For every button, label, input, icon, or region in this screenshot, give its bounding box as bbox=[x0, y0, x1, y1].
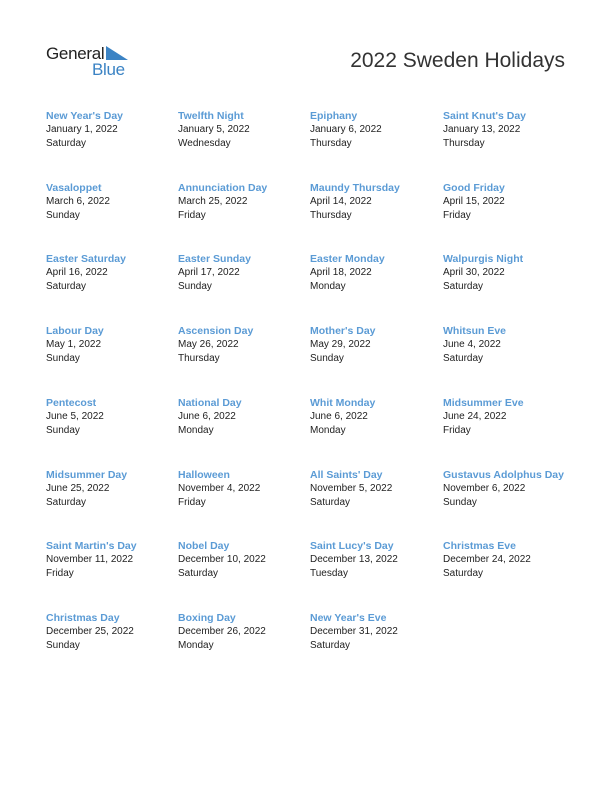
holiday-name: Vasaloppet bbox=[46, 182, 102, 194]
holiday-item bbox=[46, 539, 176, 581]
logo-blue-text: Blue bbox=[92, 60, 125, 79]
holiday-item bbox=[443, 468, 573, 510]
holiday-name: Mother's Day bbox=[310, 325, 376, 337]
holiday-weekday: Friday bbox=[443, 210, 471, 221]
holiday-date: April 17, 2022 bbox=[178, 267, 240, 278]
holiday-date: December 10, 2022 bbox=[178, 554, 266, 565]
logo bbox=[46, 44, 136, 80]
holiday-name: Walpurgis Night bbox=[443, 253, 524, 265]
holiday-weekday: Monday bbox=[178, 640, 214, 651]
holiday-date: May 26, 2022 bbox=[178, 339, 239, 350]
holiday-name: Good Friday bbox=[443, 182, 505, 194]
holiday-name: Saint Martin's Day bbox=[46, 540, 137, 552]
holiday-item bbox=[46, 324, 176, 366]
holiday-date: December 24, 2022 bbox=[443, 554, 531, 565]
holiday-name: Midsummer Day bbox=[46, 469, 128, 481]
holiday-name: Labour Day bbox=[46, 325, 104, 337]
holiday-name: Halloween bbox=[178, 469, 230, 481]
holiday-item bbox=[178, 611, 308, 653]
holiday-date: January 1, 2022 bbox=[46, 124, 118, 135]
holiday-date: November 6, 2022 bbox=[443, 483, 526, 494]
holiday-date: May 1, 2022 bbox=[46, 339, 102, 350]
holiday-item bbox=[443, 539, 573, 581]
holiday-name: Ascension Day bbox=[178, 325, 254, 337]
holiday-name: Maundy Thursday bbox=[310, 182, 400, 194]
holiday-name: Nobel Day bbox=[178, 540, 230, 552]
holiday-weekday: Saturday bbox=[178, 568, 219, 579]
holiday-weekday: Friday bbox=[178, 497, 206, 508]
holiday-weekday: Sunday bbox=[310, 353, 344, 364]
holiday-date: March 25, 2022 bbox=[178, 196, 248, 207]
holiday-date: June 6, 2022 bbox=[178, 411, 236, 422]
holiday-weekday: Monday bbox=[310, 281, 346, 292]
holiday-name: Easter Monday bbox=[310, 253, 385, 265]
holiday-name: Epiphany bbox=[310, 110, 358, 122]
holiday-date: June 6, 2022 bbox=[310, 411, 368, 422]
holiday-item bbox=[178, 181, 308, 223]
holiday-date: March 6, 2022 bbox=[46, 196, 110, 207]
holiday-item bbox=[310, 109, 440, 151]
holiday-date: December 13, 2022 bbox=[310, 554, 398, 565]
holiday-weekday: Saturday bbox=[46, 497, 87, 508]
holiday-name: All Saints' Day bbox=[310, 469, 383, 481]
holiday-weekday: Saturday bbox=[46, 281, 87, 292]
holiday-weekday: Saturday bbox=[443, 353, 484, 364]
holiday-item bbox=[310, 539, 440, 581]
holiday-name: Gustavus Adolphus Day bbox=[443, 469, 564, 481]
holiday-weekday: Sunday bbox=[178, 281, 212, 292]
holiday-date: December 31, 2022 bbox=[310, 626, 398, 637]
holiday-weekday: Saturday bbox=[46, 138, 87, 149]
holiday-name: National Day bbox=[178, 397, 242, 409]
holiday-item bbox=[46, 252, 176, 294]
holiday-date: May 29, 2022 bbox=[310, 339, 371, 350]
holiday-item bbox=[310, 181, 440, 223]
holiday-weekday: Sunday bbox=[46, 640, 80, 651]
holiday-name: Whit Monday bbox=[310, 397, 376, 409]
holiday-weekday: Saturday bbox=[310, 640, 351, 651]
holiday-item bbox=[46, 181, 176, 223]
holiday-weekday: Saturday bbox=[443, 568, 484, 579]
holiday-weekday: Monday bbox=[310, 425, 346, 436]
holiday-weekday: Thursday bbox=[310, 138, 352, 149]
holiday-item bbox=[178, 252, 308, 294]
holiday-item bbox=[443, 252, 573, 294]
holiday-name: Pentecost bbox=[46, 397, 97, 409]
holiday-item bbox=[178, 468, 308, 510]
holiday-date: November 4, 2022 bbox=[178, 483, 261, 494]
holiday-date: January 6, 2022 bbox=[310, 124, 382, 135]
holiday-item bbox=[443, 109, 573, 151]
holiday-item bbox=[178, 109, 308, 151]
holiday-weekday: Saturday bbox=[443, 281, 484, 292]
holiday-weekday: Thursday bbox=[178, 353, 220, 364]
holiday-name: Christmas Eve bbox=[443, 540, 516, 552]
holiday-name: Whitsun Eve bbox=[443, 325, 507, 337]
holiday-date: January 5, 2022 bbox=[178, 124, 250, 135]
holiday-weekday: Saturday bbox=[310, 497, 351, 508]
holiday-name: Saint Knut's Day bbox=[443, 110, 527, 122]
holiday-date: November 5, 2022 bbox=[310, 483, 393, 494]
holiday-item bbox=[443, 396, 573, 438]
holiday-weekday: Sunday bbox=[46, 353, 80, 364]
holiday-name: Easter Sunday bbox=[178, 253, 251, 265]
holiday-name: New Year's Eve bbox=[310, 612, 387, 624]
holiday-item bbox=[46, 468, 176, 510]
holiday-weekday: Friday bbox=[46, 568, 74, 579]
holiday-item bbox=[443, 181, 573, 223]
holiday-date: April 16, 2022 bbox=[46, 267, 108, 278]
holiday-item bbox=[178, 396, 308, 438]
holiday-date: December 26, 2022 bbox=[178, 626, 266, 637]
holiday-date: June 25, 2022 bbox=[46, 483, 110, 494]
holiday-name: Boxing Day bbox=[178, 612, 236, 624]
holiday-weekday: Sunday bbox=[46, 425, 80, 436]
holiday-item bbox=[310, 611, 440, 653]
holiday-item bbox=[310, 396, 440, 438]
holiday-weekday: Thursday bbox=[310, 210, 352, 221]
holiday-date: April 15, 2022 bbox=[443, 196, 505, 207]
holiday-item bbox=[310, 324, 440, 366]
holiday-date: January 13, 2022 bbox=[443, 124, 521, 135]
holiday-date: December 25, 2022 bbox=[46, 626, 134, 637]
holiday-weekday: Thursday bbox=[443, 138, 485, 149]
holiday-date: November 11, 2022 bbox=[46, 554, 134, 565]
logo-general-text: General bbox=[46, 44, 105, 63]
holiday-name: Saint Lucy's Day bbox=[310, 540, 394, 552]
holiday-item bbox=[46, 109, 176, 151]
holiday-weekday: Monday bbox=[178, 425, 214, 436]
holiday-name: Annunciation Day bbox=[178, 182, 268, 194]
holiday-date: April 14, 2022 bbox=[310, 196, 372, 207]
holiday-weekday: Sunday bbox=[443, 497, 477, 508]
holiday-item bbox=[443, 324, 573, 366]
holiday-weekday: Friday bbox=[443, 425, 471, 436]
holiday-name: Easter Saturday bbox=[46, 253, 126, 265]
holiday-name: Christmas Day bbox=[46, 612, 120, 624]
holiday-date: June 24, 2022 bbox=[443, 411, 507, 422]
holiday-item bbox=[310, 252, 440, 294]
holiday-item bbox=[178, 539, 308, 581]
holiday-name: New Year's Day bbox=[46, 110, 124, 122]
page-title: 2022 Sweden Holidays bbox=[350, 49, 565, 72]
holiday-date: April 30, 2022 bbox=[443, 267, 505, 278]
holiday-date: April 18, 2022 bbox=[310, 267, 372, 278]
holiday-weekday: Wednesday bbox=[178, 138, 231, 149]
holiday-item bbox=[46, 396, 176, 438]
holiday-name: Twelfth Night bbox=[178, 110, 244, 122]
holiday-item bbox=[178, 324, 308, 366]
holiday-name: Midsummer Eve bbox=[443, 397, 524, 409]
holiday-weekday: Sunday bbox=[46, 210, 80, 221]
holiday-date: June 4, 2022 bbox=[443, 339, 501, 350]
holiday-item bbox=[310, 468, 440, 510]
holiday-item bbox=[46, 611, 176, 653]
holiday-weekday: Friday bbox=[178, 210, 206, 221]
holiday-weekday: Tuesday bbox=[310, 568, 348, 579]
holiday-date: June 5, 2022 bbox=[46, 411, 104, 422]
